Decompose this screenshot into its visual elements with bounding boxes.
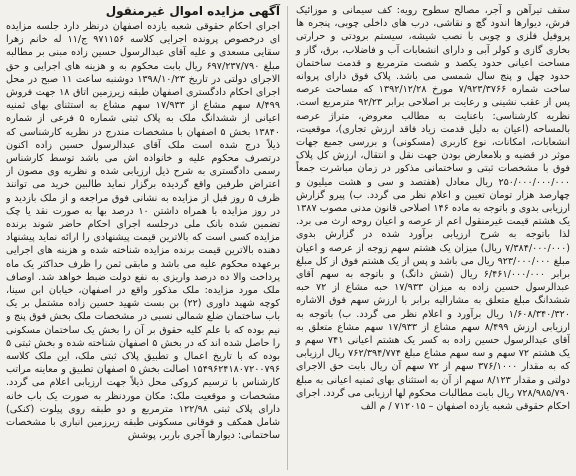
notice-body-right: سقف تیرآهن و آجر، مصالح سطوح رویه: کف سیمانی و موزائیک فرش، دیوارها اندود گچ و نقاشی، درب های داخلی چوبی، پنجره ها پروفیل فلزی و چوبی با نصب شیشه، سیستم برودتی و حرارتی بخاری گازی و کولر آبی و دارای انشعابات آب و فاضلاب، برق، گاز و مساحت اعیانی حدود یکصد و شصت مترمربع و قدمت ساختمان حدود چهل و پنج سال شمسی می باشد. پلاک فوق دارای پروانه ساخت شماره ۷/۹۲۳/۳۷۶۶ مورخ ۱۳۹۲/۱۲/۲۸ که مساحت عرصه پس از عقب نشینی و رعایت بر اصلاحی برابر ۹۲/۲۳ مترمربع است. نظریه کارشناسی: باعنایت به مطالب معروض، متراژ عرصه بالمساحه (اعیان به دلیل قدمت زیاد فاقد ارزش تجاری)، موقعیت، انشعابات، امکانات، نوع کاربری (مسکونی) و بررسی جمیع جهات موثر در قضیه و بلامعارض بودن جهت نقل و انتقال، ارزش کل پلاک فوق با مشخصات ثبتی و ساختمانی مذکور در زمان مباشرت جمعاً ۲۵۰/۰۰۰/۰۰۰/۰۰۰ ریال معادل (هفتصد و سی و هشت میلیون و چهارصد هزار تومان تعیین و اعلام نظر می گردد. ب) پیرو گزارش ارزیابی بدوی و باتوجه به ماده ۱۴۶ اصلاحی قانون مدنی مصوب ۱۳۸۷ یک هشتم قیمت غیرمنقول اعم از عرصه و اعیان روحه ارث می برد. لذا باتوجه به شرح ارزیابی برآورد شده در گزارش بدوی (۷/۳۸۴/۰۰۰/۰۰۰ ریال) میزان یک هشتم سهم زوجه از عرصه و اعیان مبلغ ۹۲۳/۰۰۰/۰۰۰ ریال می باشد و پس از یک هشتم فوق از کل مبلغ برابر ۶/۴۶۱/۰۰۰/۰۰۰ ریال (شش دانگ) و باتوجه به سهم آقای عبدالرسول حسین زاده به میزان ۱۷/۹۳۳ حبه مشاع از ۷۲ حبه ششدانگ مبلغ متعلق به مشارالیه برابر با ارزش سهم فوق الاشاره ۱/۶۰۸/۳۴۰/۳۲۰ ریال برآورد و اعلام نظر می گردد. ب) باتوجه به ارزیابی ارزش ۸/۴۹۹ سهم مشاع از ۱۷/۹۳۳ سهم مشاع متعلق به آقای عبدالرسول حسین زاده به کسر یک هشتم اعیانی ۷۴۱ سهم و یک هشتم ۷۲ سهم و سه سهم مشاع مبلغ ۷۶۲/۳۹۴/۷۷۴ ریال ارزیابی که به مقدار ۳۷۶/۱۰۰۰ سهم از ۷۲ سهم آن ریال بابت حق الاجرای دولتی و مقدار ۸/۱۲۳ سهم از آن به استثنای بهای ثمنیه اعیانی به مبلغ ۷۲۸/۹۸۵/۷۹۰ ریال بابت مطالبات محکوم لها ارزیابی می گردد. اجرای احکام حقوقی شعبه یازده اصفهان – ۷۱۲۰۱۵ / م الف: [296, 5, 570, 413]
notice-column-left: [6, 4, 284, 472]
notice-heading: آگهی مزایده اموال غیرمنقول: [105, 4, 280, 18]
notice-column-right: [292, 4, 570, 472]
notice-body-left: اجرای احکام حقوقی شعبه یازده اصفهان درنظر دارد جلسه مزایده ای درخصوص پرونده اجرایی کلاسه ۹۷۱۱۵۶ ج/۱۱ له خانم زهرا سقایی مسعدی و علیه آقای عبدالرسول حسین زاده مبنی بر مطالبه مبلغ ۶۹۷/۲۳۷/۷۹۰ ریال بابت محکوم به و هزینه های اجرایی و حق الاجرای دولتی در تاریخ ۱۳۹۸/۱۰/۲۳ دوشنبه ساعت ۱۱ صبح در محل اجرای احکام دادگستری اصفهان طبقه زیرزمین اتاق ۱۸ جهت فروش ۸/۴۹۹ سهم مشاع از ۱۷/۹۳۳ سهم مشاع به استثنای بهای ثمنیه اعیانی از ششدانگ ملک به پلاک ثبتی شماره ۵ فرعی از شماره ۱۳۸۴۰ بخش ۵ اصفهان با مشخصات مندرج در نظریه کارشناسی که ذیلاً درج شده است ملک آقای عبدالرسول حسین زاده اکنون درتصرف محکوم علیه و خانواده اش می باشد توسط کارشناس رسمی دادگستری به شرح ذیل ارزیابی شده و نظریه وی مصون از اعتراض طرفین واقع گردیده برگزار نماید طالبین خرید می توانند ظرف ۵ روز قبل از مزایده به نشانی فوق مراجعه و از ملک بازدید و در روز مزایده با همراه داشتن ۱۰ درصد بها به صورت نقد یا چک تضمین شده بانک ملی درجلسه اجرای احکام حاضر شوند برنده مزایده کسی است که بالاترین قیمت پیشنهادی را ارائه نماید پیشنهاد دهنده بالاترین قیمت برنده مزایده شناخته شده و هزینه های اجرایی برعهده محکوم علیه می باشد و مابقی ثمن را ظرف حداکثر یک ماه پرداخت والا ده درصد واریزی به نفع دولت ضبط خواهد شد. اوصاف ملک مورد مزایده: ملک مذکور واقع در اصفهان، خیابان ابن سینا، کوچه شهید داوری (۲۲) بن بست شهید حسین زاده مشتمل بر یک باب ساختمان ضلع شمالی نسبی در مشخصات ملک بخش فوق پنج و نیم بوده که با علم کلیه حقوق بر آن را بخش یک ساختمان مسکونی را حاصل شده اند که در بخش ۵ اصفهان شناخته شده و بخش ثبتی ۵ بوده که با تاریخ اعمال و تطبیق پلاک ثبتی ملک، این ملک کلاسه ۱۵۴۹۶۲۴۱۸۰۷۲۰۰۷۹۶ اصالت بخش ۵ اصفهان تطبیق و معاینه مراتب کارشناس با ترسیم کروکی محل ذیلاً جهت ارزیابی اعلام می گردد. مشخصات و موقعیت ملک: مکان موردنظر به صورت یک باب خانه دارای پلاک ثبتی ۱۲۲/۹۸ مترمربع و دو طبقه روی پیلوت (کنکی) شامل همکف و فوقانی مسکونی طبقه زیرزمین انباری با مشخصات ساختمانی: دیوارها آجری باربر، پوشش: [6, 21, 281, 442]
column-divider: [287, 6, 288, 470]
